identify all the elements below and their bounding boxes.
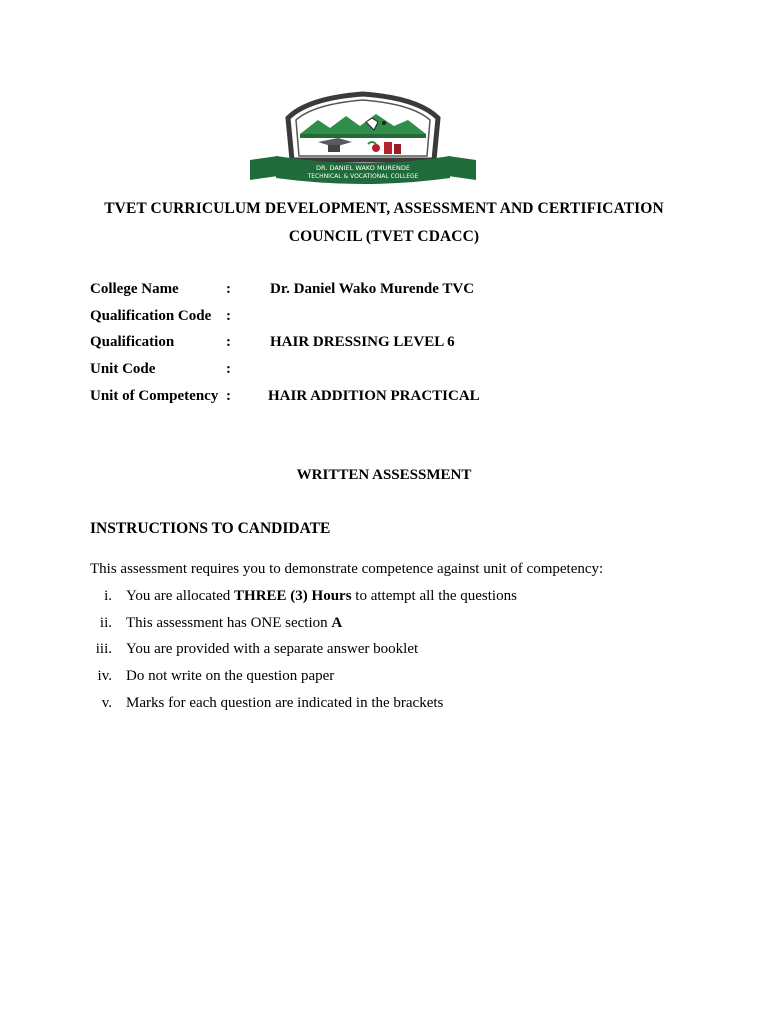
field-colon: : — [226, 361, 231, 377]
council-title-line1: TVET CURRICULUM DEVELOPMENT, ASSESSMENT AND CERTIFICATION — [104, 200, 664, 217]
svg-text:TECHNICAL & VOCATIONAL COLLEGE: TECHNICAL & VOCATIONAL COLLEGE — [307, 173, 419, 180]
field-label: Qualification — [90, 334, 175, 350]
instruction-text: You are allocated THREE (3) Hours to attempt all the questions — [126, 588, 517, 604]
instruction-number: iv. — [97, 668, 112, 684]
field-value: HAIR ADDITION PRACTICAL — [268, 388, 480, 404]
field-colon: : — [226, 281, 231, 297]
field-label: College Name — [90, 281, 179, 297]
field-colon: : — [226, 308, 231, 324]
svg-text:DR. DANIEL WAKO MURENDE: DR. DANIEL WAKO MURENDE — [316, 164, 410, 172]
instructions-intro: This assessment requires you to demonstrate competence against unit of competency: — [90, 561, 604, 577]
college-logo — [248, 90, 478, 186]
instruction-number: iii. — [95, 641, 112, 657]
instruction-number: v. — [101, 695, 112, 711]
council-title-line2: COUNCIL (TVET CDACC) — [288, 228, 480, 245]
field-label: Unit Code — [90, 361, 156, 377]
field-value: Dr. Daniel Wako Murende TVC — [270, 281, 475, 297]
assessment-title: WRITTEN ASSESSMENT — [296, 467, 472, 483]
instruction-text: You are provided with a separate answer booklet — [126, 641, 419, 657]
field-colon: : — [226, 334, 231, 350]
instruction-text: Marks for each question are indicated in the brackets — [126, 695, 444, 711]
field-colon: : — [226, 388, 231, 404]
field-value: HAIR DRESSING LEVEL 6 — [270, 334, 455, 350]
field-label: Qualification Code — [90, 308, 212, 324]
instruction-text: This assessment has ONE section A — [126, 615, 343, 631]
instruction-number: ii. — [99, 615, 112, 631]
instruction-text: Do not write on the question paper — [126, 668, 335, 684]
college-crest-icon — [248, 90, 478, 186]
instructions-heading: INSTRUCTIONS TO CANDIDATE — [90, 520, 331, 537]
field-label: Unit of Competency — [90, 388, 219, 404]
instruction-number: i. — [104, 588, 112, 604]
